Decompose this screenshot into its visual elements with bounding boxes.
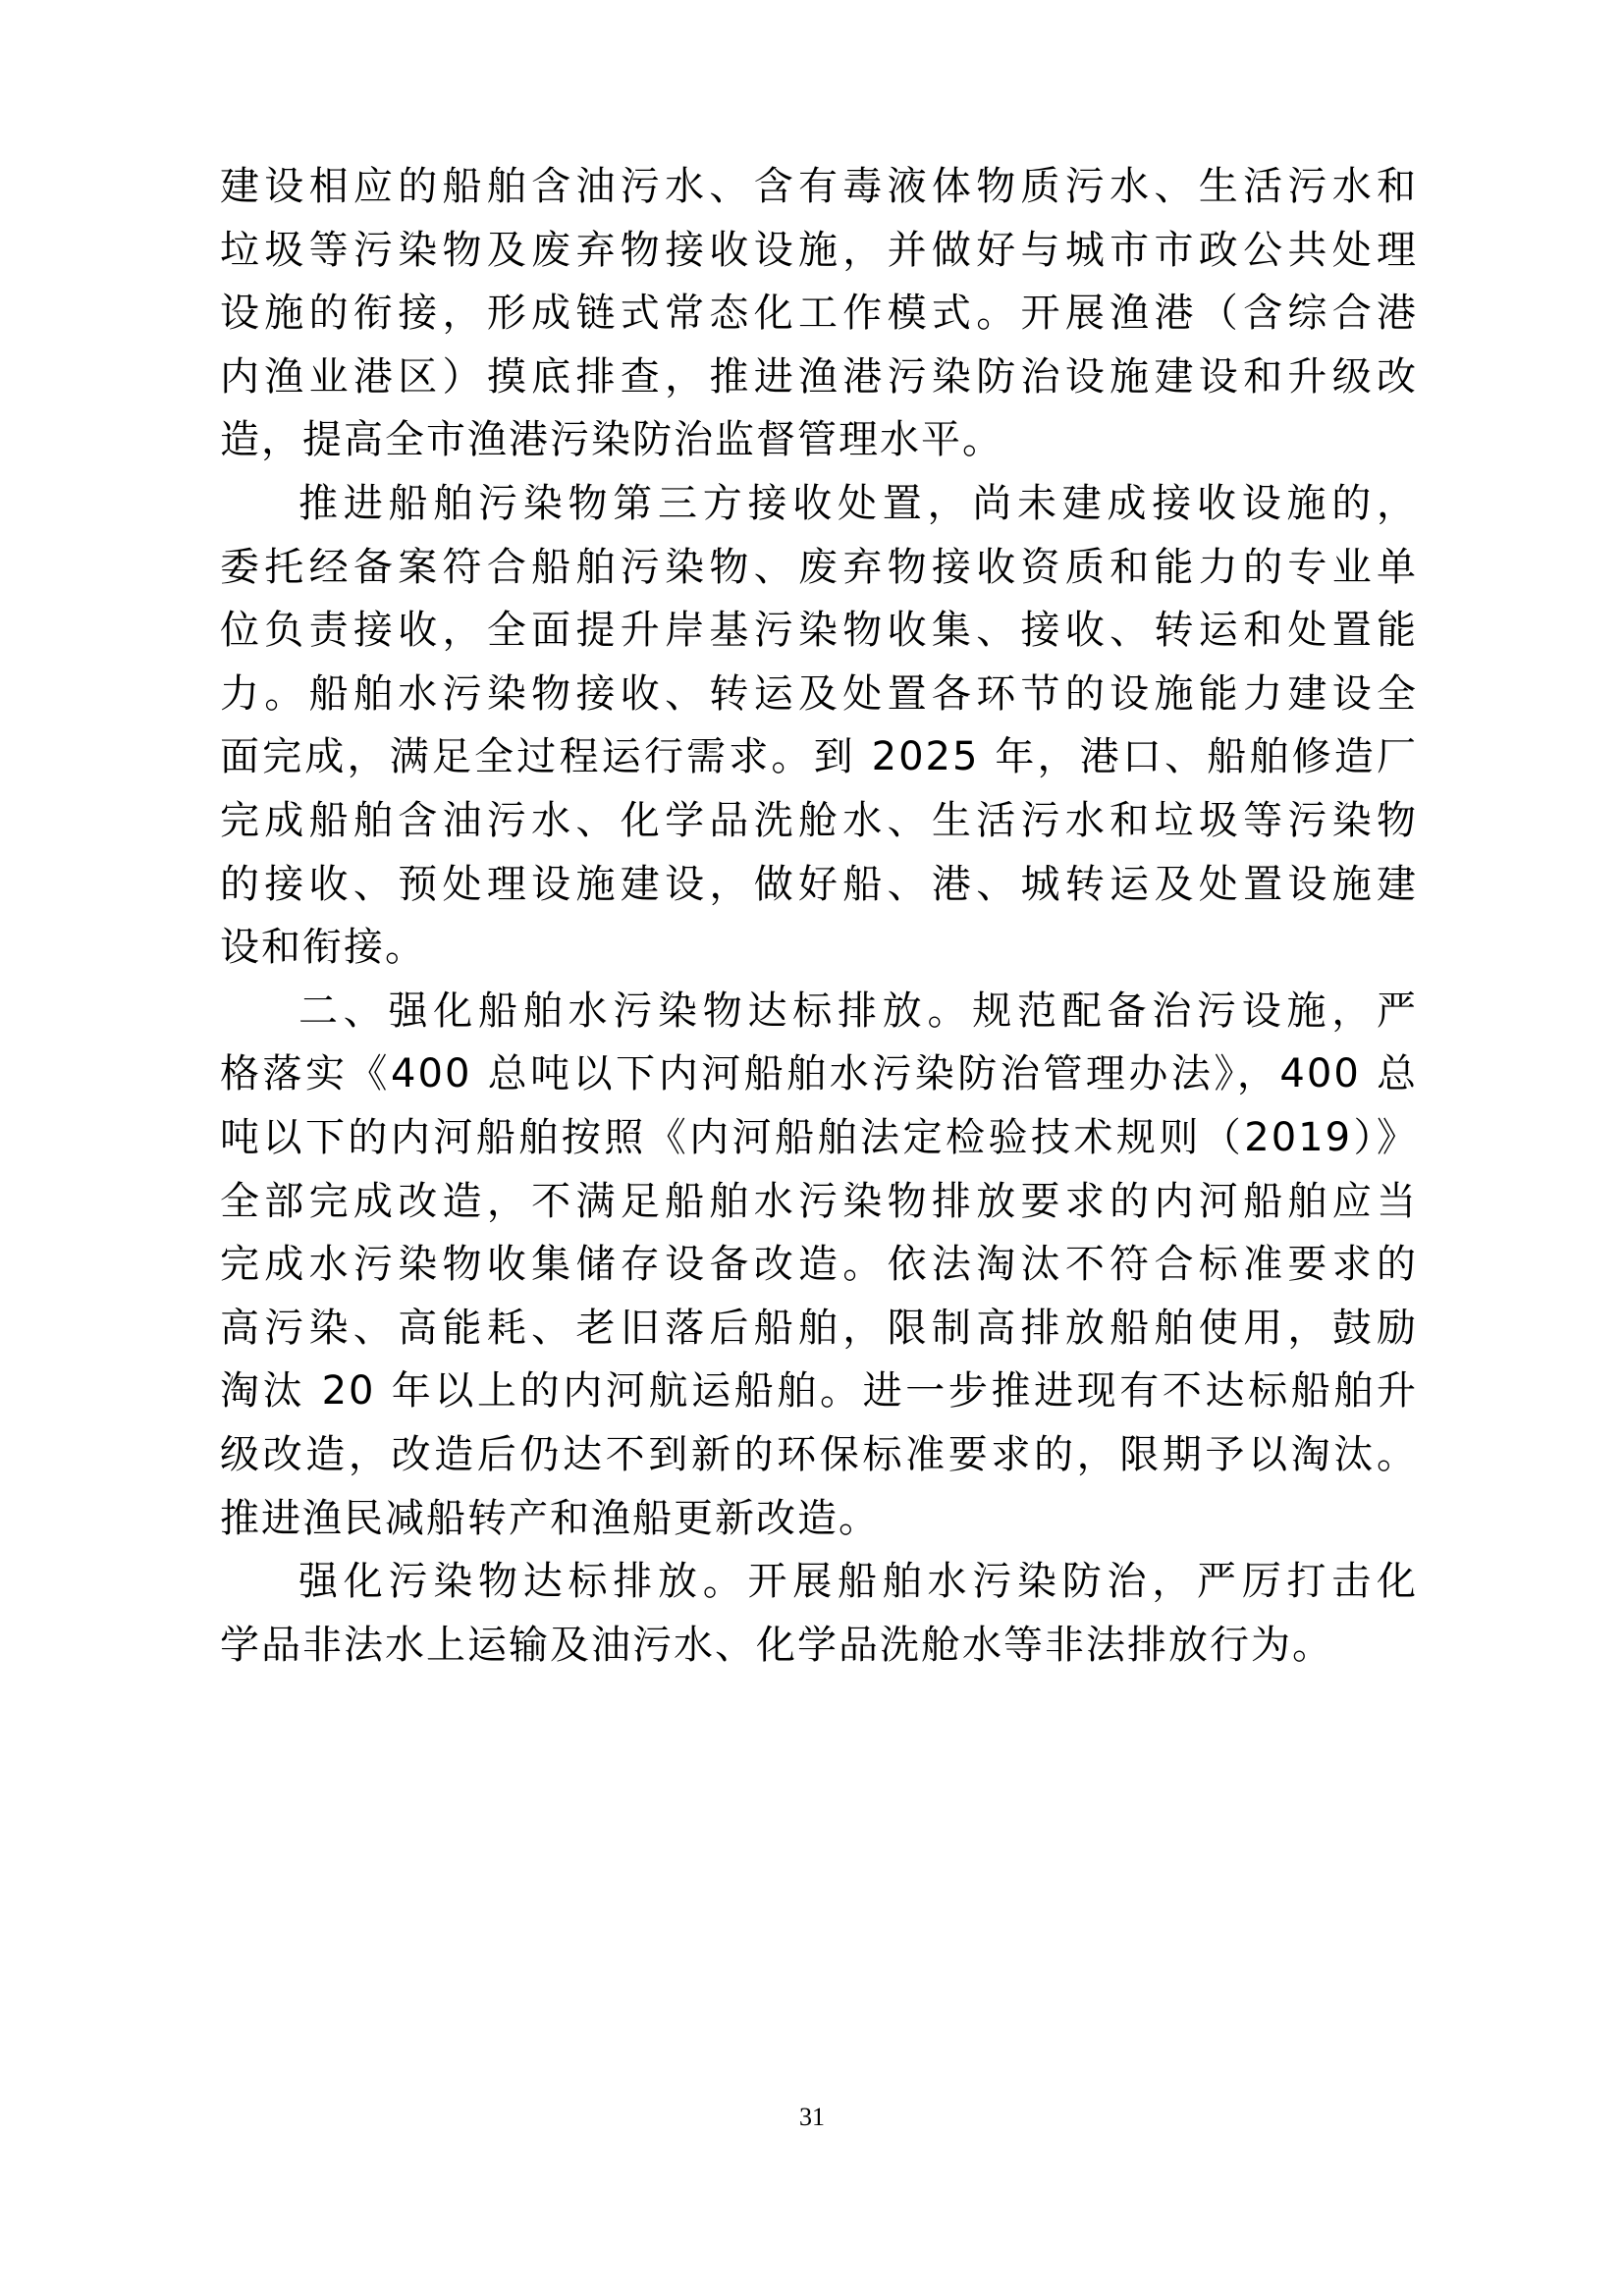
text-line: 高污染、高能耗、老旧落后船舶，限制高排放船舶使用，鼓励 (220, 1306, 1418, 1351)
text-line: 内渔业港区）摸底排查，推进渔港污染防治设施建设和升级改 (220, 354, 1418, 400)
text-line: 推进渔民减船转产和渔船更新改造。 (220, 1496, 880, 1541)
text-line: 设施的衔接，形成链式常态化工作模式。开展渔港（含综合港 (220, 291, 1418, 336)
text-line: 全部完成改造，不满足船舶水污染物排放要求的内河船舶应当 (220, 1179, 1418, 1224)
text-line: 垃圾等污染物及废弃物接收设施，并做好与城市市政公共处理 (220, 228, 1418, 273)
text-line: 建设相应的船舶含油污水、含有毒液体物质污水、生活污水和 (220, 164, 1418, 209)
text-line: 淘汰 20 年以上的内河航运船舶。进一步推进现有不达标船舶升 (220, 1368, 1418, 1414)
text-line: 设和衔接。 (220, 925, 426, 970)
text-line: 的接收、预处理设施建设，做好船、港、城转运及处置设施建 (220, 862, 1418, 907)
text-line: 位负责接收，全面提升岸基污染物收集、接收、转运和处置能 (220, 608, 1418, 653)
text-line: 二、强化船舶水污染物达标排放。规范配备治污设施，严 (298, 988, 1418, 1034)
text-line: 力。船舶水污染物接收、转运及处置各环节的设施能力建设全 (220, 671, 1418, 717)
text-line: 委托经备案符合船舶污染物、废弃物接收资质和能力的专业单 (220, 545, 1418, 590)
text-line: 推进船舶污染物第三方接收处置，尚未建成接收设施的， (298, 481, 1418, 526)
text-line: 格落实《400 总吨以下内河船舶水污染防治管理办法》，400 总 (220, 1051, 1418, 1096)
text-line: 完成水污染物收集储存设备改造。依法淘汰不符合标准要求的 (220, 1242, 1418, 1287)
text-line: 学品非法水上运输及油污水、化学品洗舱水等非法排放行为。 (220, 1623, 1333, 1668)
text-line: 吨以下的内河船舶按照《内河船舶法定检验技术规则（2019）》 (220, 1115, 1418, 1160)
text-line: 面完成，满足全过程运行需求。到 2025 年，港口、船舶修造厂 (220, 734, 1418, 779)
page-number: 31 (799, 2103, 825, 2131)
text-line: 造，提高全市渔港污染防治监督管理水平。 (220, 417, 1003, 462)
text-line: 完成船舶含油污水、化学品洗舱水、生活污水和垃圾等污染物 (220, 798, 1418, 843)
text-line: 级改造，改造后仍达不到新的环保标准要求的，限期予以淘汰。 (220, 1432, 1418, 1477)
text-line: 强化污染物达标排放。开展船舶水污染防治，严厉打击化 (298, 1559, 1418, 1604)
